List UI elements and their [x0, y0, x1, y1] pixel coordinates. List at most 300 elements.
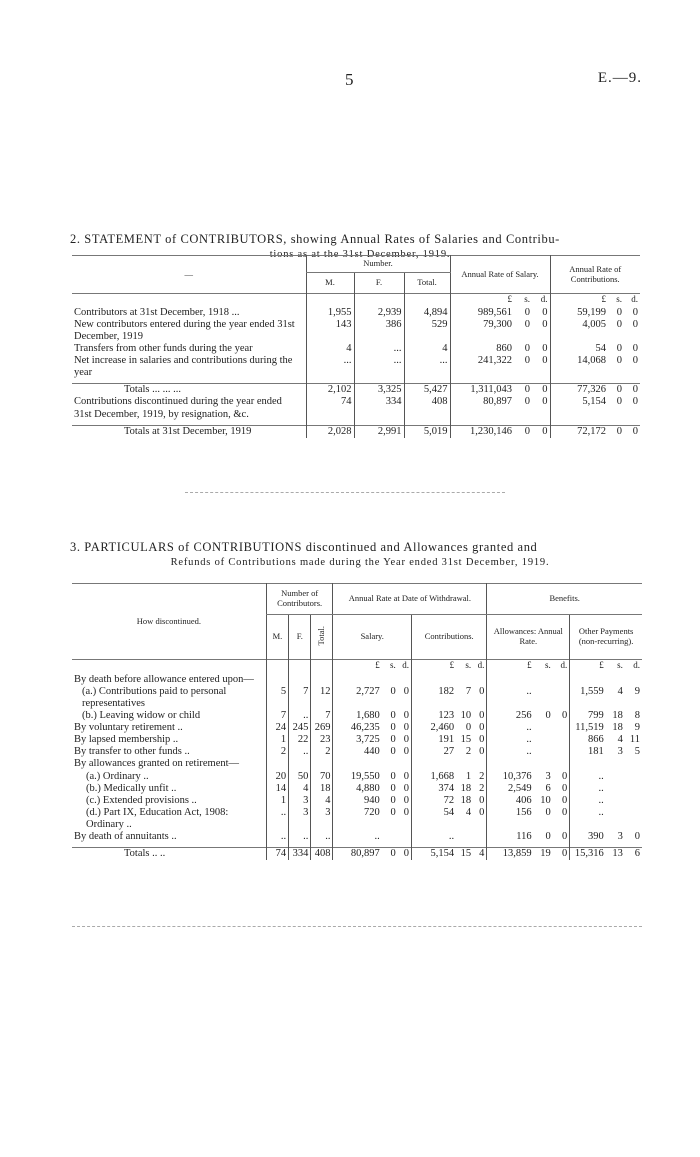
unit-shillings: s. [389, 660, 396, 670]
table-row [72, 319, 640, 343]
total-count [311, 758, 333, 770]
other-shillings [606, 783, 625, 795]
contrib-shillings: 0 [616, 425, 622, 437]
allowance-pounds: 2,549 [487, 783, 534, 795]
allowance-pounds: 116 [487, 831, 534, 843]
contrib-pence: 0 [632, 307, 638, 318]
allowance-pence [553, 722, 570, 734]
allowance-pence: 0 [561, 847, 568, 859]
total-count [311, 674, 333, 686]
contrib-pence: 2 [479, 782, 485, 794]
table-row [72, 355, 640, 379]
female-count: 50 [289, 771, 311, 783]
unit-shillings: s. [524, 294, 530, 304]
other-shillings [606, 674, 625, 686]
other-pounds: 15,316 [570, 847, 606, 860]
contrib-pence: 0 [632, 319, 638, 331]
contrib-pence: 0 [632, 384, 638, 396]
salary-pounds: 2,727 [333, 686, 382, 710]
allowance-pence: 0 [561, 770, 568, 782]
allowance-pence [553, 746, 570, 758]
contrib-pounds [412, 758, 457, 770]
allowance-pounds [487, 758, 534, 770]
male-count: 7 [266, 710, 288, 722]
male-count: ... [306, 355, 354, 379]
male-count: 2,102 [306, 384, 354, 397]
salary-pounds: 989,561 [450, 307, 514, 319]
contrib-pence: 0 [479, 794, 485, 806]
contrib-pounds: 59,199 [550, 307, 608, 319]
total-count: 7 [311, 710, 333, 722]
salary-shillings: 0 [390, 722, 396, 734]
row-label: (a.) Contributions paid to personal representatives [82, 686, 227, 710]
contrib-shillings: 15 [460, 847, 472, 859]
salary-pence: 0 [403, 847, 410, 859]
total-count: 408 [311, 847, 333, 860]
other-shillings: 18 [612, 722, 623, 734]
other-shillings [606, 758, 625, 770]
row-label: Totals .. .. [124, 847, 166, 859]
salary-header: Salary. [333, 615, 412, 660]
unit-shillings: s. [617, 660, 623, 670]
allowance-pounds: 406 [487, 795, 534, 807]
male-count: 2 [266, 746, 288, 758]
contrib-pence: 0 [632, 343, 638, 355]
total-count: 5,427 [404, 384, 450, 397]
contrib-shillings: 0 [616, 355, 622, 367]
unit-pence: d. [633, 660, 640, 670]
contrib-pounds: 27 [412, 746, 457, 758]
salary-pence: 0 [542, 396, 548, 408]
salary-pence: 0 [403, 734, 410, 746]
male-count: 143 [306, 319, 354, 343]
contrib-shillings: 10 [460, 710, 472, 722]
table-row [72, 771, 642, 783]
other-pence: 5 [634, 746, 640, 758]
salary-pounds: 940 [333, 795, 382, 807]
other-pence [625, 795, 642, 807]
blank-header: — [184, 268, 193, 279]
contrib-shillings: 18 [460, 794, 472, 806]
allowance-pence [553, 758, 570, 770]
table-row [72, 734, 642, 746]
table-row [72, 343, 640, 355]
allowance-shillings [534, 674, 553, 686]
contrib-pence: 0 [479, 746, 485, 758]
contrib-shillings: 0 [616, 343, 622, 355]
row-label: By allowances granted on retirement— [74, 758, 240, 770]
row-label: (b.) Medically unfit .. [86, 782, 177, 794]
other-pence [625, 771, 642, 783]
salary-shillings: 0 [390, 847, 396, 859]
other-pence [625, 783, 642, 795]
contrib-shillings: 0 [616, 384, 622, 396]
contrib-pence: 0 [632, 396, 638, 408]
salary-pence: 0 [403, 686, 410, 698]
allowance-pounds: 256 [487, 710, 534, 722]
other-pence [625, 674, 642, 686]
salary-pounds: 1,230,146 [450, 425, 514, 438]
contrib-pence [473, 674, 487, 686]
contrib-pence: 0 [479, 722, 485, 734]
total-count: ... [404, 355, 450, 379]
female-count: 2,939 [354, 307, 404, 319]
salary-shillings: 0 [390, 806, 396, 818]
section-3-subtitle: Refunds of Contributions made during the Year ended 31st December, 1919. [170, 556, 550, 568]
female-count [289, 758, 311, 770]
contrib-shillings: 4 [465, 806, 472, 818]
row-label: Transfers from other funds during the year [74, 343, 253, 355]
female-count: ... [354, 355, 404, 379]
contrib-shillings: 15 [460, 734, 472, 746]
allowance-pence: 0 [561, 782, 568, 794]
allowance-shillings: 0 [545, 830, 551, 842]
annual-rate-header: Annual Rate at Date of Withdrawal. [333, 584, 487, 615]
contrib-pounds: 5,154 [412, 847, 457, 860]
table-row [72, 396, 640, 420]
male-count: 1,955 [306, 307, 354, 319]
salary-pence: 0 [403, 710, 410, 722]
allowance-pounds: 10,376 [487, 771, 534, 783]
allowance-shillings [534, 686, 553, 710]
table-row [72, 384, 640, 397]
female-count [289, 674, 311, 686]
female-count: 245 [289, 722, 311, 734]
contrib-pence [473, 758, 487, 770]
particulars-table [72, 583, 642, 860]
female-count: .. [289, 746, 311, 758]
unit-pence: d. [560, 660, 568, 670]
salary-pence [398, 758, 412, 770]
other-shillings [606, 771, 625, 783]
allowance-pence: 0 [561, 806, 568, 818]
salary-shillings [382, 674, 398, 686]
salary-pence [398, 674, 412, 686]
salary-pence: 0 [542, 425, 548, 437]
total-count: 4 [311, 795, 333, 807]
allowance-pounds [487, 674, 534, 686]
other-pounds: .. [570, 783, 606, 795]
allowance-pence [553, 734, 570, 746]
other-pounds: 181 [570, 746, 606, 758]
salary-pounds: 3,725 [333, 734, 382, 746]
salary-shillings: 0 [524, 319, 530, 331]
other-pence: 9 [634, 722, 640, 734]
male-header: M. [306, 273, 354, 294]
salary-pence: 0 [403, 770, 410, 782]
allowance-shillings [534, 746, 553, 758]
contrib-pence: 0 [479, 806, 485, 818]
row-label: By voluntary retirement .. [74, 722, 183, 734]
unit-pence: d. [631, 294, 638, 304]
table-row [72, 746, 642, 758]
table-row [72, 783, 642, 795]
male-count [266, 674, 288, 686]
other-pounds: .. [570, 795, 606, 807]
row-label: Totals at 31st December, 1919 [124, 425, 252, 437]
salary-pounds: 440 [333, 746, 382, 758]
salary-pence [398, 831, 412, 843]
other-pence: 9 [634, 686, 640, 698]
salary-shillings: 0 [524, 425, 530, 437]
salary-pence: 0 [542, 307, 548, 318]
contributions-header: Annual Rate of Contributions. [550, 256, 640, 294]
allowance-shillings [534, 722, 553, 734]
contrib-shillings: 0 [465, 722, 472, 734]
allowance-shillings: 0 [545, 710, 551, 722]
other-pence: 8 [634, 710, 640, 722]
contrib-pounds: .. [412, 831, 457, 843]
contrib-pence: 0 [479, 734, 485, 746]
other-shillings: 3 [617, 746, 623, 758]
unit-pounds: £ [333, 660, 382, 675]
salary-pounds: 1,680 [333, 710, 382, 722]
salary-pounds [333, 674, 382, 686]
other-shillings: 13 [612, 847, 623, 859]
male-count: 1 [266, 734, 288, 746]
total-count: 18 [311, 783, 333, 795]
total-count: 70 [311, 771, 333, 783]
other-shillings: 3 [617, 830, 623, 842]
other-pounds: 1,559 [570, 686, 606, 710]
contrib-pence [473, 831, 487, 843]
section-2-title: 2. STATEMENT of CONTRIBUTORS, showing Annual Rates of Salaries and Contribu- [70, 232, 560, 246]
contrib-pounds: 191 [412, 734, 457, 746]
female-count: 7 [289, 686, 311, 710]
contrib-pounds: 54 [550, 343, 608, 355]
table-row [72, 807, 642, 831]
row-label: By death of annuitants .. [74, 830, 177, 842]
male-count: 14 [266, 783, 288, 795]
contrib-pounds: 5,154 [550, 396, 608, 420]
other-pounds: 390 [570, 831, 606, 843]
contrib-pence: 2 [479, 770, 485, 782]
row-label: By lapsed membership .. [74, 734, 179, 746]
other-payments-header: Other Payments (non-recurring). [570, 615, 642, 660]
total-count: 408 [404, 396, 450, 420]
contrib-pounds: 123 [412, 710, 457, 722]
allowance-pounds: .. [487, 746, 534, 758]
female-count: 4 [289, 783, 311, 795]
unit-pence: d. [477, 660, 485, 670]
contrib-pounds: 182 [412, 686, 457, 710]
male-count: .. [266, 807, 288, 831]
female-header: F. [354, 273, 404, 294]
other-pence: 11 [629, 734, 640, 746]
total-header: Total. [404, 273, 450, 294]
other-pence: 6 [634, 847, 640, 859]
male-count: 74 [306, 396, 354, 420]
salary-pounds [333, 758, 382, 770]
row-label: (a.) Ordinary .. [86, 770, 149, 782]
salary-shillings: 0 [524, 355, 530, 367]
contrib-pounds: 72,172 [550, 425, 608, 438]
table-row [72, 758, 642, 770]
female-header: F. [289, 615, 311, 660]
salary-pounds: 46,235 [333, 722, 382, 734]
other-shillings: 4 [617, 734, 623, 746]
contrib-pounds: 4,005 [550, 319, 608, 343]
salary-pounds: 80,897 [450, 396, 514, 420]
salary-shillings: 0 [524, 384, 530, 396]
row-label: (b.) Leaving widow or child [82, 710, 201, 722]
total-count: 2 [311, 746, 333, 758]
other-pounds [570, 758, 606, 770]
salary-pence: 0 [542, 319, 548, 331]
number-of-contributors-header: Number of Contributors. [266, 584, 333, 615]
allowances-header: Allowances: Annual Rate. [487, 615, 570, 660]
salary-pence: 0 [542, 384, 548, 396]
allowance-shillings [534, 758, 553, 770]
salary-pence: 0 [403, 794, 410, 806]
row-label: Contributions discontinued during the year ended 31st December, 1919, by resignation, &c. [74, 396, 282, 420]
contrib-pence: 0 [632, 425, 638, 437]
page-number: 5 [345, 70, 354, 89]
other-shillings [606, 795, 625, 807]
contrib-pounds: 72 [412, 795, 457, 807]
unit-pounds: £ [450, 294, 514, 308]
salary-pounds: 860 [450, 343, 514, 355]
salary-pence: 0 [542, 343, 548, 355]
other-pence [625, 758, 642, 770]
female-count: .. [289, 831, 311, 843]
row-label: Contributors at 31st December, 1918 ... [74, 307, 240, 318]
row-label: (c.) Extended provisions .. [86, 794, 197, 806]
allowance-shillings: 6 [545, 782, 551, 794]
allowance-pounds: .. [487, 722, 534, 734]
female-count: 334 [354, 396, 404, 420]
row-label: Net increase in salaries and contributions during the year [74, 355, 293, 379]
total-header: Total. [316, 625, 327, 646]
male-count: 24 [266, 722, 288, 734]
salary-pence: 0 [542, 355, 548, 367]
female-count: 334 [289, 847, 311, 860]
unit-pounds: £ [570, 660, 606, 675]
salary-shillings: 0 [390, 770, 396, 782]
table-row [72, 795, 642, 807]
total-count: 4 [404, 343, 450, 355]
section-2-subtitle: tions as at the 31st December, 1919. [269, 248, 451, 260]
contrib-pence: 0 [632, 355, 638, 367]
total-count: 529 [404, 319, 450, 343]
other-pounds [570, 674, 606, 686]
male-count: 20 [266, 771, 288, 783]
contrib-pence: 4 [479, 847, 485, 859]
salary-pence: 0 [403, 746, 410, 758]
other-pounds: .. [570, 771, 606, 783]
contrib-shillings: 7 [465, 686, 472, 698]
number-header: Number. [306, 256, 450, 273]
salary-pounds: 19,550 [333, 771, 382, 783]
salary-shillings: 0 [390, 782, 396, 794]
contrib-shillings: 0 [616, 307, 622, 318]
unit-pence: d. [540, 294, 548, 304]
allowance-shillings: 3 [545, 770, 551, 782]
contrib-pounds: 54 [412, 807, 457, 831]
contrib-shillings: 18 [460, 782, 472, 794]
other-shillings: 4 [617, 686, 623, 698]
contrib-pence: 0 [479, 710, 485, 722]
contrib-shillings: 0 [616, 319, 622, 331]
male-count: 74 [266, 847, 288, 860]
row-label: By death before allowance entered upon— [74, 674, 254, 685]
male-count: 4 [306, 343, 354, 355]
salary-shillings: 0 [390, 710, 396, 722]
table-row [72, 710, 642, 722]
contrib-shillings [456, 831, 473, 843]
other-pounds: 799 [570, 710, 606, 722]
contrib-pence: 0 [479, 686, 485, 698]
total-count: 3 [311, 807, 333, 831]
salary-pence: 0 [403, 722, 410, 734]
female-count: 3 [289, 795, 311, 807]
other-pence: 0 [634, 830, 640, 842]
salary-shillings: 0 [524, 343, 530, 355]
female-count: ... [354, 343, 404, 355]
salary-shillings: 0 [390, 686, 396, 698]
salary-pounds: 79,300 [450, 319, 514, 343]
salary-shillings: 0 [390, 746, 396, 758]
male-count: 2,028 [306, 425, 354, 438]
total-count: .. [311, 831, 333, 843]
salary-pounds: .. [333, 831, 382, 843]
salary-shillings: 0 [390, 734, 396, 746]
row-label: Totals ... ... ... [124, 384, 182, 396]
male-count: 1 [266, 795, 288, 807]
allowance-pence: 0 [561, 794, 568, 806]
contrib-pounds: 14,068 [550, 355, 608, 379]
section-3-heading [70, 540, 650, 569]
male-count: 5 [266, 686, 288, 710]
table-row [72, 674, 642, 686]
table-row [72, 847, 642, 860]
contrib-shillings: 1 [465, 770, 472, 782]
how-discontinued-header: How discontinued. [136, 615, 202, 626]
salary-shillings: 0 [524, 307, 530, 318]
salary-pounds: 80,897 [333, 847, 382, 860]
contrib-pounds: 2,460 [412, 722, 457, 734]
total-count: 12 [311, 686, 333, 710]
unit-pounds: £ [550, 294, 608, 308]
table-row [72, 307, 640, 319]
male-count: .. [266, 831, 288, 843]
unit-shillings: s. [544, 660, 551, 670]
row-label: New contributors entered during the year ended 31st December, 1919 [74, 319, 295, 343]
total-count: 269 [311, 722, 333, 734]
contrib-shillings [456, 758, 473, 770]
female-count: .. [289, 710, 311, 722]
unit-pounds: £ [487, 660, 534, 675]
table-row [72, 425, 640, 438]
document-code: E.—9. [597, 70, 642, 86]
female-count: 3 [289, 807, 311, 831]
allowance-shillings: 10 [540, 794, 551, 806]
salary-shillings [382, 758, 398, 770]
other-shillings [606, 807, 625, 831]
salary-pounds: 241,322 [450, 355, 514, 379]
benefits-header: Benefits. [487, 584, 642, 615]
row-label: (d.) Part IX, Education Act, 1908: Ordinary .. [86, 806, 229, 830]
unit-shillings: s. [616, 294, 622, 304]
allowance-pounds: 13,859 [487, 847, 534, 860]
salary-pounds: 720 [333, 807, 382, 831]
other-pounds: .. [570, 807, 606, 831]
allowance-shillings: 19 [540, 847, 551, 859]
other-shillings: 18 [612, 710, 623, 722]
contrib-pounds: 1,668 [412, 771, 457, 783]
salary-shillings [382, 831, 398, 843]
contrib-pounds [412, 674, 457, 686]
